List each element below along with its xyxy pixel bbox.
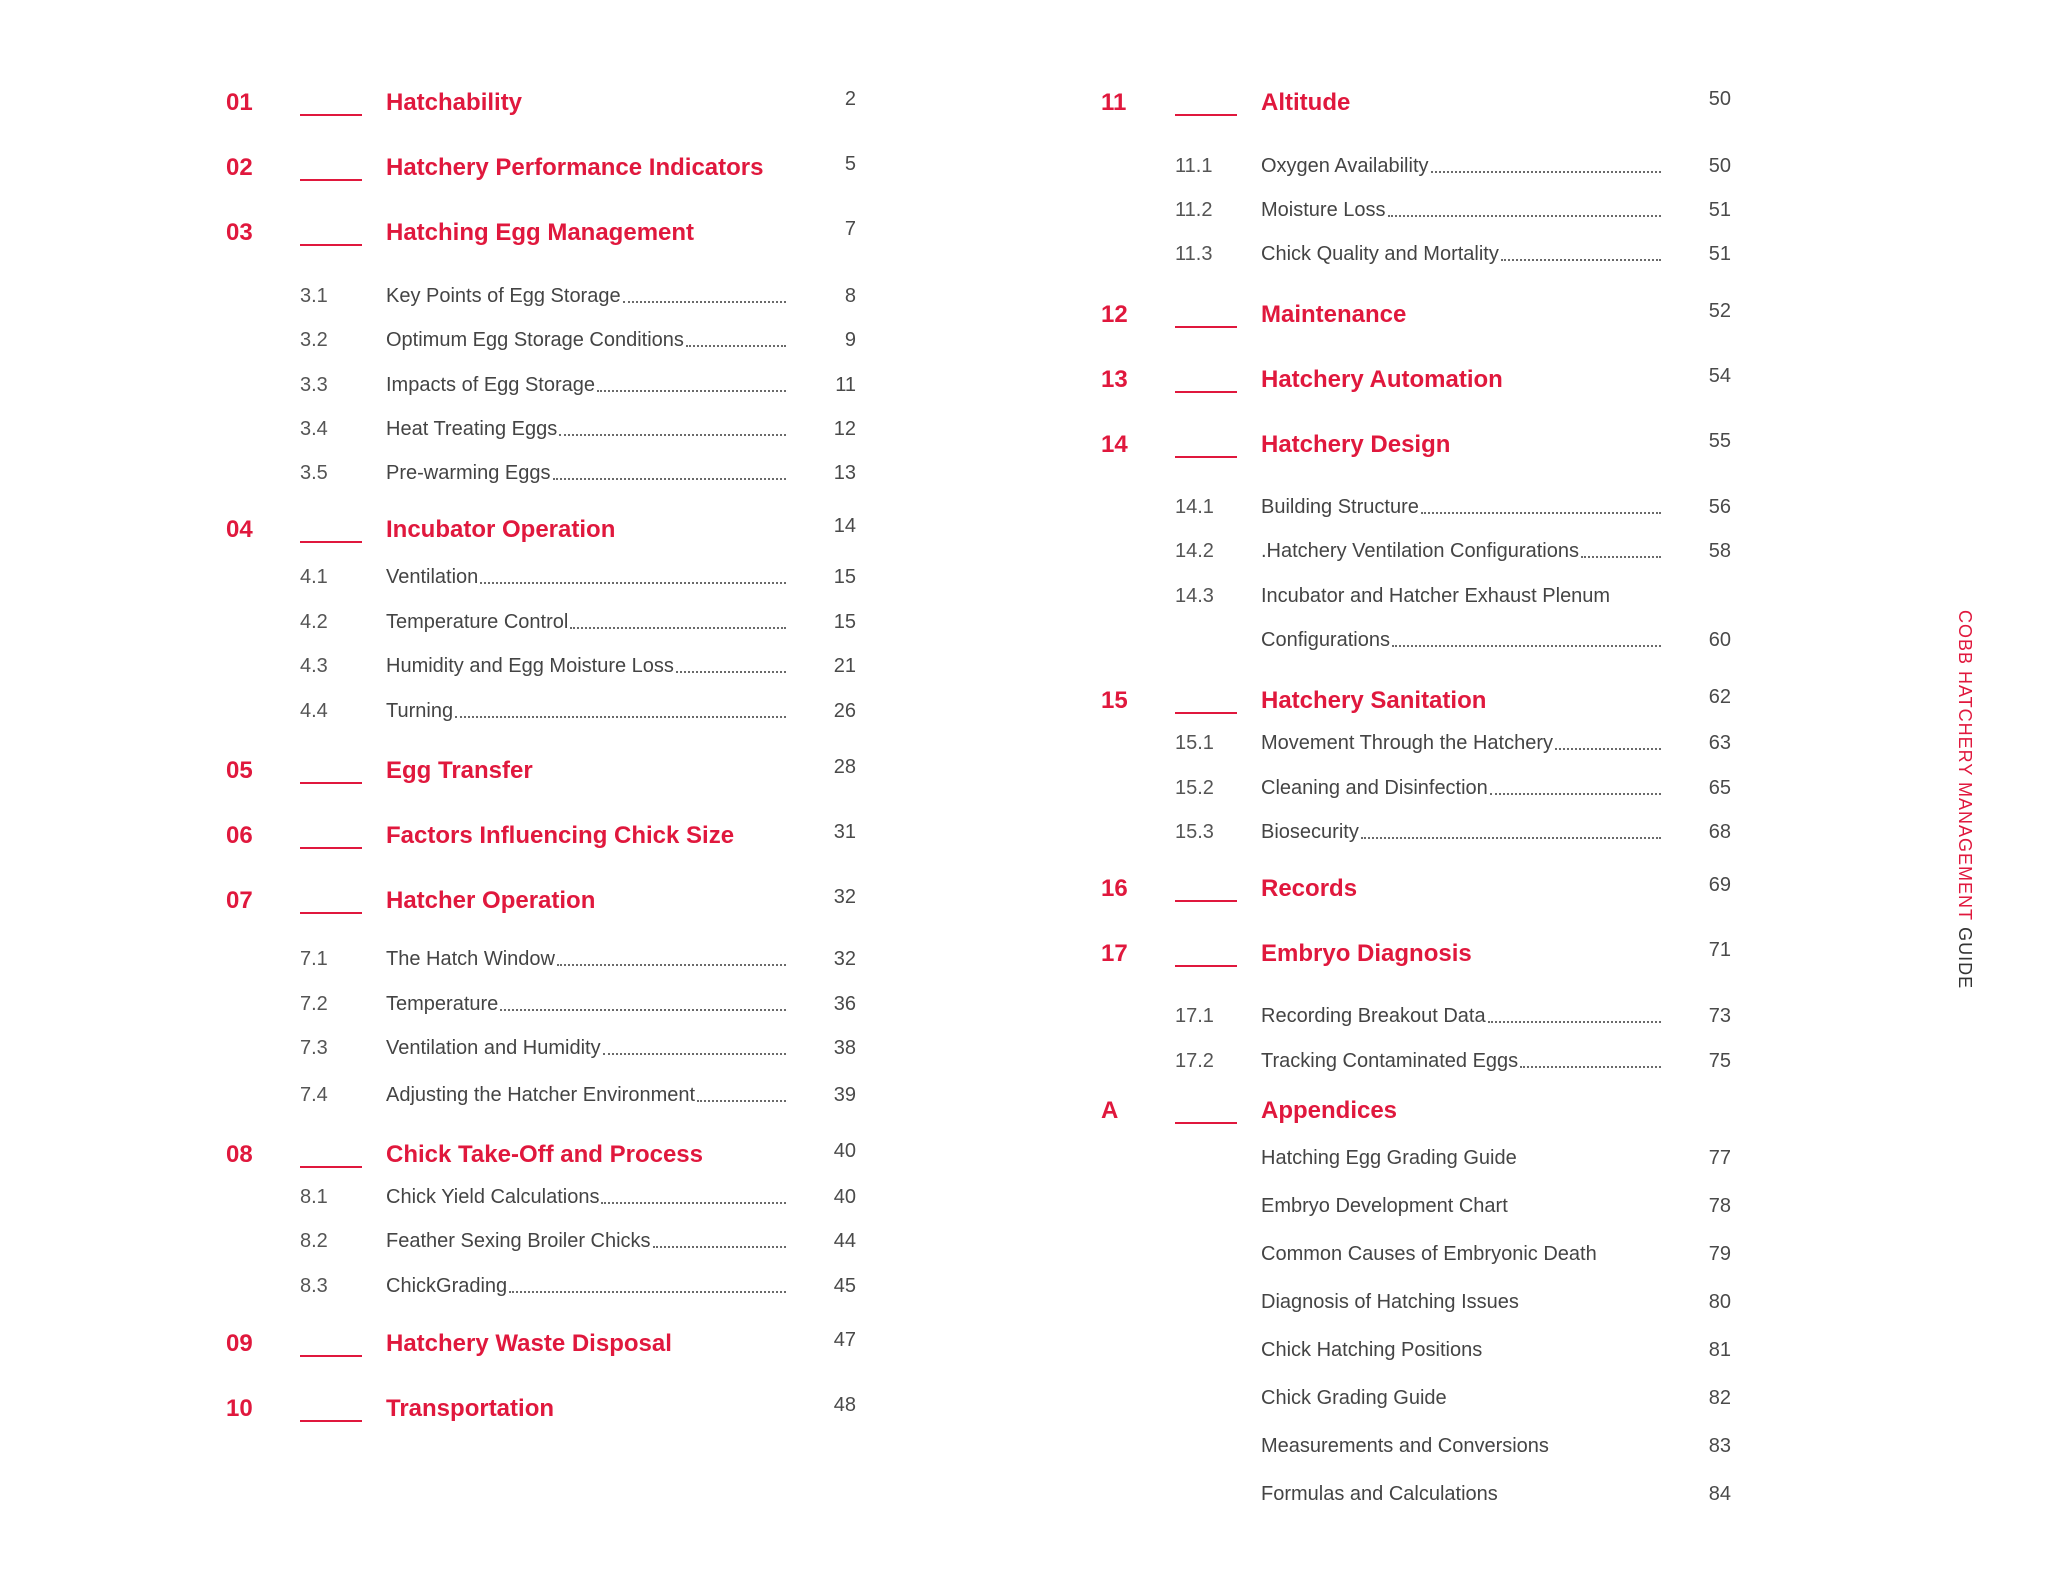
toc-subsection-entry[interactable] (1101, 730, 1761, 770)
toc-subsection-entry[interactable] (1101, 1337, 1761, 1377)
toc-subsection-entry[interactable] (226, 1273, 886, 1313)
dot-leader (455, 716, 786, 718)
subsection-title-leader (386, 1226, 786, 1256)
subsection-title-leader (386, 607, 786, 637)
page-number: 79 (1708, 1243, 1731, 1265)
page-number: 48 (833, 1394, 856, 1416)
page-number: 68 (1708, 821, 1731, 843)
section-title: Incubator Operation (386, 516, 616, 543)
subsection-title-leader (1261, 1046, 1661, 1076)
toc-subsection-entry[interactable] (226, 1184, 886, 1224)
subsection-number: 7.2 (300, 993, 328, 1015)
subsection-title-leader (386, 1080, 786, 1110)
section-title: Altitude (1261, 89, 1351, 116)
subsection-number: 11.1 (1175, 155, 1213, 177)
page-number: 9 (844, 329, 856, 351)
subsection-number: 15.1 (1175, 732, 1214, 754)
section-number: 01 (226, 89, 253, 116)
subsection-title: Cleaning and Disinfection (1261, 777, 1488, 799)
subsection-title: Optimum Egg Storage Conditions (386, 329, 684, 351)
subsection-number: 17.1 (1175, 1005, 1214, 1027)
toc-subsection-entry[interactable] (1101, 583, 1761, 623)
dot-leader (557, 964, 786, 966)
subsection-number: 14.2 (1175, 540, 1214, 562)
section-number: 02 (226, 154, 253, 181)
section-title: Hatchery Performance Indicators (386, 154, 764, 181)
section-title: Appendices (1261, 1097, 1398, 1124)
subsection-title: Formulas and Calculations (1261, 1483, 1498, 1505)
subsection-number: 15.2 (1175, 777, 1214, 799)
toc-section-entry[interactable] (226, 1329, 886, 1369)
section-rule (1175, 391, 1237, 393)
page-number: 78 (1708, 1195, 1731, 1217)
toc-subsection-entry[interactable] (1101, 775, 1761, 815)
page-number: 15 (833, 611, 856, 633)
page-number: 45 (833, 1275, 856, 1297)
subsection-title: ChickGrading (386, 1275, 508, 1297)
toc-subsection-entry[interactable] (226, 372, 886, 412)
dot-leader (1421, 512, 1661, 514)
section-number: 05 (226, 757, 253, 784)
dot-leader (1388, 215, 1662, 217)
section-title: Hatchery Sanitation (1261, 687, 1487, 714)
dot-leader (1361, 837, 1661, 839)
section-rule (300, 1166, 362, 1168)
page-number: 75 (1708, 1050, 1731, 1072)
section-title: Egg Transfer (386, 757, 533, 784)
page-number: 65 (1708, 777, 1731, 799)
page-number: 52 (1708, 300, 1731, 322)
toc-section-entry[interactable] (1101, 1096, 1761, 1136)
subsection-number: 17.2 (1175, 1050, 1214, 1072)
toc-subsection-entry[interactable] (226, 946, 886, 986)
page-number: 2 (844, 88, 856, 110)
subsection-title: Building Structure (1261, 496, 1419, 518)
subsection-title-leader (1261, 195, 1661, 225)
section-rule (1175, 1122, 1237, 1124)
page-number: 44 (833, 1230, 856, 1252)
toc-subsection-entry[interactable] (1101, 494, 1761, 534)
dot-leader (1431, 171, 1662, 173)
page-number: 36 (833, 993, 856, 1015)
subsection-title-leader (386, 414, 786, 444)
subsection-title: Key Points of Egg Storage (386, 285, 621, 307)
toc-subsection-entry[interactable] (1101, 1048, 1761, 1088)
dot-leader (559, 434, 786, 436)
section-rule (300, 1355, 362, 1357)
toc-section-entry[interactable] (1101, 300, 1761, 340)
subsection-title-leader (386, 1271, 786, 1301)
subsection-number: 3.4 (300, 418, 328, 440)
subsection-title-leader (1261, 239, 1661, 269)
page-number: 77 (1708, 1147, 1731, 1169)
subsection-title: Chick Yield Calculations (386, 1186, 600, 1208)
section-rule (300, 541, 362, 543)
section-rule (1175, 114, 1237, 116)
toc-section-entry[interactable] (1101, 88, 1761, 128)
subsection-title-leader (1261, 817, 1661, 847)
subsection-number: 4.3 (300, 655, 328, 677)
subsection-number: 3.5 (300, 462, 328, 484)
subsection-title-leader (386, 325, 786, 355)
toc-subsection-entry[interactable] (226, 460, 886, 500)
subsection-title: Temperature Control (386, 611, 569, 633)
subsection-title-leader (386, 1033, 786, 1063)
section-rule (300, 847, 362, 849)
subsection-title-leader (386, 1182, 786, 1212)
subsection-title-leader (386, 944, 786, 974)
subsection-title-leader (1261, 492, 1661, 522)
page-number: 5 (844, 153, 856, 175)
subsection-number: 7.1 (300, 948, 328, 970)
toc-section-entry[interactable] (226, 886, 886, 926)
subsection-number: 3.3 (300, 374, 328, 396)
page-number: 56 (1708, 496, 1731, 518)
dot-leader (597, 390, 786, 392)
section-rule (300, 244, 362, 246)
section-title: Chick Take-Off and Process (386, 1141, 703, 1168)
page-number: 47 (833, 1329, 856, 1351)
section-rule (300, 114, 362, 116)
toc-subsection-entry[interactable] (1101, 819, 1761, 859)
section-title: Hatcher Operation (386, 887, 596, 914)
section-rule (1175, 965, 1237, 967)
page-number: 82 (1708, 1387, 1731, 1409)
section-number: A (1101, 1097, 1119, 1124)
toc-subsection-entry[interactable] (1101, 1385, 1761, 1425)
section-title: Hatchability (386, 89, 523, 116)
side-label-guide-word: GUIDE (1955, 927, 1975, 990)
subsection-title: Ventilation (386, 566, 479, 588)
page-number: 50 (1708, 88, 1731, 110)
toc-subsection-entry[interactable] (1101, 1481, 1761, 1521)
toc-subsection-entry[interactable] (1101, 1241, 1761, 1281)
section-rule (1175, 900, 1237, 902)
page-number: 80 (1708, 1291, 1731, 1313)
page-number: 63 (1708, 732, 1731, 754)
toc-section-entry[interactable] (226, 756, 886, 796)
subsection-title: Tracking Contaminated Eggs (1261, 1050, 1519, 1072)
toc-subsection-entry[interactable] (226, 564, 886, 604)
subsection-title-leader (1261, 151, 1661, 181)
dot-leader (1392, 645, 1661, 647)
page-number: 51 (1708, 199, 1731, 221)
page-number: 55 (1708, 430, 1731, 452)
toc-subsection-entry[interactable] (226, 416, 886, 456)
toc-section-entry[interactable] (226, 153, 886, 193)
section-number: 06 (226, 822, 253, 849)
subsection-title-leader (386, 370, 786, 400)
subsection-number: 4.2 (300, 611, 328, 633)
subsection-title: Recording Breakout Data (1261, 1005, 1486, 1027)
section-number: 17 (1101, 940, 1128, 967)
page-number: 12 (833, 418, 856, 440)
subsection-number: 8.3 (300, 1275, 328, 1297)
subsection-title: .Hatchery Ventilation Configurations (1261, 540, 1579, 562)
page-number: 39 (833, 1084, 856, 1106)
toc-section-entry[interactable] (1101, 874, 1761, 914)
dot-leader (623, 301, 786, 303)
dot-leader (480, 582, 786, 584)
section-rule (1175, 456, 1237, 458)
dot-leader (1501, 259, 1661, 261)
subsection-title: Pre-warming Eggs (386, 462, 551, 484)
page-number: 51 (1708, 243, 1731, 265)
side-label (1955, 610, 1975, 989)
subsection-title: Impacts of Egg Storage (386, 374, 596, 396)
dot-leader (509, 1291, 786, 1293)
toc-column-left (226, 0, 886, 1582)
subsection-title-leader (386, 281, 786, 311)
section-rule (300, 1420, 362, 1422)
page-number: 28 (833, 756, 856, 778)
subsection-title: Heat Treating Eggs (386, 418, 558, 440)
toc-subsection-entry[interactable] (226, 698, 886, 738)
page-number: 32 (833, 948, 856, 970)
side-label-guide-name: COBB HATCHERY MANAGEMENT (1955, 610, 1975, 922)
page-number: 71 (1708, 939, 1731, 961)
subsection-title: Biosecurity (1261, 821, 1359, 843)
toc-subsection-entry[interactable] (226, 991, 886, 1031)
section-title: Embryo Diagnosis (1261, 940, 1472, 967)
subsection-title-leader (1261, 773, 1661, 803)
subsection-title-leader (1261, 728, 1661, 758)
subsection-title: Movement Through the Hatchery (1261, 732, 1554, 754)
subsection-number: 8.1 (300, 1186, 328, 1208)
section-number: 07 (226, 887, 253, 914)
subsection-title: Turning (386, 700, 454, 722)
dot-leader (500, 1009, 786, 1011)
section-number: 14 (1101, 431, 1128, 458)
subsection-title: Measurements and Conversions (1261, 1435, 1549, 1457)
section-title: Factors Influencing Chick Size (386, 822, 735, 849)
subsection-number: 14.3 (1175, 585, 1214, 607)
toc-subsection-entry[interactable] (1101, 1145, 1761, 1185)
subsection-title: Chick Grading Guide (1261, 1387, 1447, 1409)
subsection-number: 15.3 (1175, 821, 1214, 843)
page-number: 60 (1708, 629, 1731, 651)
page-number: 40 (833, 1186, 856, 1208)
section-title: Maintenance (1261, 301, 1407, 328)
subsection-title: Common Causes of Embryonic Death (1261, 1243, 1597, 1265)
toc-section-entry[interactable] (1101, 686, 1761, 726)
toc-section-entry[interactable] (226, 1140, 886, 1180)
page-number: 38 (833, 1037, 856, 1059)
dot-leader (553, 478, 786, 480)
page-number: 62 (1708, 686, 1731, 708)
section-number: 09 (226, 1330, 253, 1357)
subsection-title: Chick Hatching Positions (1261, 1339, 1483, 1361)
page-number: 83 (1708, 1435, 1731, 1457)
toc-section-entry[interactable] (226, 218, 886, 258)
subsection-title-leader (386, 458, 786, 488)
subsection-title: Diagnosis of Hatching Issues (1261, 1291, 1519, 1313)
subsection-number: 4.4 (300, 700, 328, 722)
toc-subsection-entry[interactable] (226, 1035, 886, 1075)
subsection-number: 11.3 (1175, 243, 1213, 265)
toc-subsection-entry[interactable] (1101, 627, 1761, 667)
toc-subsection-entry[interactable] (1101, 241, 1761, 281)
toc-subsection-entry[interactable] (1101, 197, 1761, 237)
toc-section-entry[interactable] (226, 88, 886, 128)
section-title: Records (1261, 875, 1358, 902)
subsection-title-leader (1261, 1001, 1661, 1031)
toc-section-entry[interactable] (1101, 939, 1761, 979)
toc-subsection-entry[interactable] (1101, 1193, 1761, 1233)
page-number: 50 (1708, 155, 1731, 177)
dot-leader (697, 1100, 786, 1102)
subsection-title-leader (386, 989, 786, 1019)
page-number: 73 (1708, 1005, 1731, 1027)
toc-subsection-entry[interactable] (226, 609, 886, 649)
page-number: 13 (833, 462, 856, 484)
toc-section-entry[interactable] (226, 515, 886, 555)
subsection-title-leader (1261, 536, 1661, 566)
subsection-title: Ventilation and Humidity (386, 1037, 601, 1059)
subsection-title-leader (1261, 625, 1661, 655)
toc-subsection-entry[interactable] (226, 1082, 886, 1122)
toc-subsection-entry[interactable] (226, 1228, 886, 1268)
section-number: 12 (1101, 301, 1128, 328)
section-number: 10 (226, 1395, 253, 1422)
section-rule (1175, 326, 1237, 328)
subsection-number: 7.3 (300, 1037, 328, 1059)
section-number: 15 (1101, 687, 1128, 714)
toc-subsection-entry[interactable] (226, 327, 886, 367)
section-title: Transportation (386, 1395, 555, 1422)
page-number: 15 (833, 566, 856, 588)
page-number: 14 (833, 515, 856, 537)
dot-leader (603, 1053, 786, 1055)
toc-section-entry[interactable] (226, 821, 886, 861)
toc-column-right (1101, 0, 1761, 1582)
page-number: 31 (833, 821, 856, 843)
page-number: 69 (1708, 874, 1731, 896)
section-title: Hatchery Automation (1261, 366, 1503, 393)
toc-subsection-entry[interactable] (1101, 1433, 1761, 1473)
toc-subsection-entry[interactable] (226, 283, 886, 323)
section-number: 13 (1101, 366, 1128, 393)
page-number: 32 (833, 886, 856, 908)
subsection-title: Configurations (1261, 629, 1390, 651)
subsection-title: Embryo Development Chart (1261, 1195, 1508, 1217)
page-number: 84 (1708, 1483, 1731, 1505)
subsection-title: Oxygen Availability (1261, 155, 1429, 177)
section-number: 11 (1101, 89, 1127, 116)
subsection-title: Hatching Egg Grading Guide (1261, 1147, 1517, 1169)
subsection-title-leader (386, 651, 786, 681)
section-rule (1175, 712, 1237, 714)
page-number: 7 (844, 218, 856, 240)
dot-leader (1581, 556, 1661, 558)
page-number: 54 (1708, 365, 1731, 387)
section-title: Hatchery Design (1261, 431, 1451, 458)
toc-subsection-entry[interactable] (1101, 538, 1761, 578)
subsection-number: 7.4 (300, 1084, 328, 1106)
page-number: 58 (1708, 540, 1731, 562)
section-number: 04 (226, 516, 253, 543)
page-number: 81 (1708, 1339, 1731, 1361)
subsection-title: Feather Sexing Broiler Chicks (386, 1230, 651, 1252)
toc-section-entry[interactable] (1101, 365, 1761, 405)
subsection-number: 4.1 (300, 566, 328, 588)
subsection-title: Chick Quality and Mortality (1261, 243, 1499, 265)
dot-leader (686, 345, 786, 347)
section-rule (300, 179, 362, 181)
section-number: 08 (226, 1141, 253, 1168)
subsection-title-leader (386, 562, 786, 592)
subsection-title-leader (386, 696, 786, 726)
toc-subsection-entry[interactable] (226, 653, 886, 693)
toc-section-entry[interactable] (1101, 430, 1761, 470)
subsection-title: Incubator and Hatcher Exhaust Plenum (1261, 585, 1611, 607)
subsection-title: Humidity and Egg Moisture Loss (386, 655, 674, 677)
dot-leader (601, 1202, 786, 1204)
page-number: 11 (835, 374, 856, 396)
section-rule (300, 782, 362, 784)
subsection-number: 11.2 (1175, 199, 1213, 221)
toc-subsection-entry[interactable] (1101, 153, 1761, 193)
toc-subsection-entry[interactable] (1101, 1003, 1761, 1043)
dot-leader (653, 1246, 786, 1248)
section-number: 03 (226, 219, 253, 246)
subsection-title: Temperature (386, 993, 499, 1015)
subsection-number: 3.2 (300, 329, 328, 351)
page-number: 40 (833, 1140, 856, 1162)
dot-leader (1555, 748, 1661, 750)
dot-leader (676, 671, 786, 673)
dot-leader (570, 627, 786, 629)
subsection-number: 14.1 (1175, 496, 1214, 518)
page-number: 21 (833, 655, 856, 677)
subsection-number: 3.1 (300, 285, 328, 307)
dot-leader (1490, 793, 1661, 795)
section-title: Hatching Egg Management (386, 219, 695, 246)
toc-section-entry[interactable] (226, 1394, 886, 1434)
section-rule (300, 912, 362, 914)
section-title: Hatchery Waste Disposal (386, 1330, 672, 1357)
dot-leader (1520, 1066, 1661, 1068)
section-number: 16 (1101, 875, 1128, 902)
subsection-number: 8.2 (300, 1230, 328, 1252)
subsection-title: Adjusting the Hatcher Environment (386, 1084, 696, 1106)
page-number: 26 (833, 700, 856, 722)
toc-subsection-entry[interactable] (1101, 1289, 1761, 1329)
subsection-title: The Hatch Window (386, 948, 555, 970)
subsection-title: Moisture Loss (1261, 199, 1386, 221)
page-number: 8 (844, 285, 856, 307)
dot-leader (1488, 1021, 1661, 1023)
